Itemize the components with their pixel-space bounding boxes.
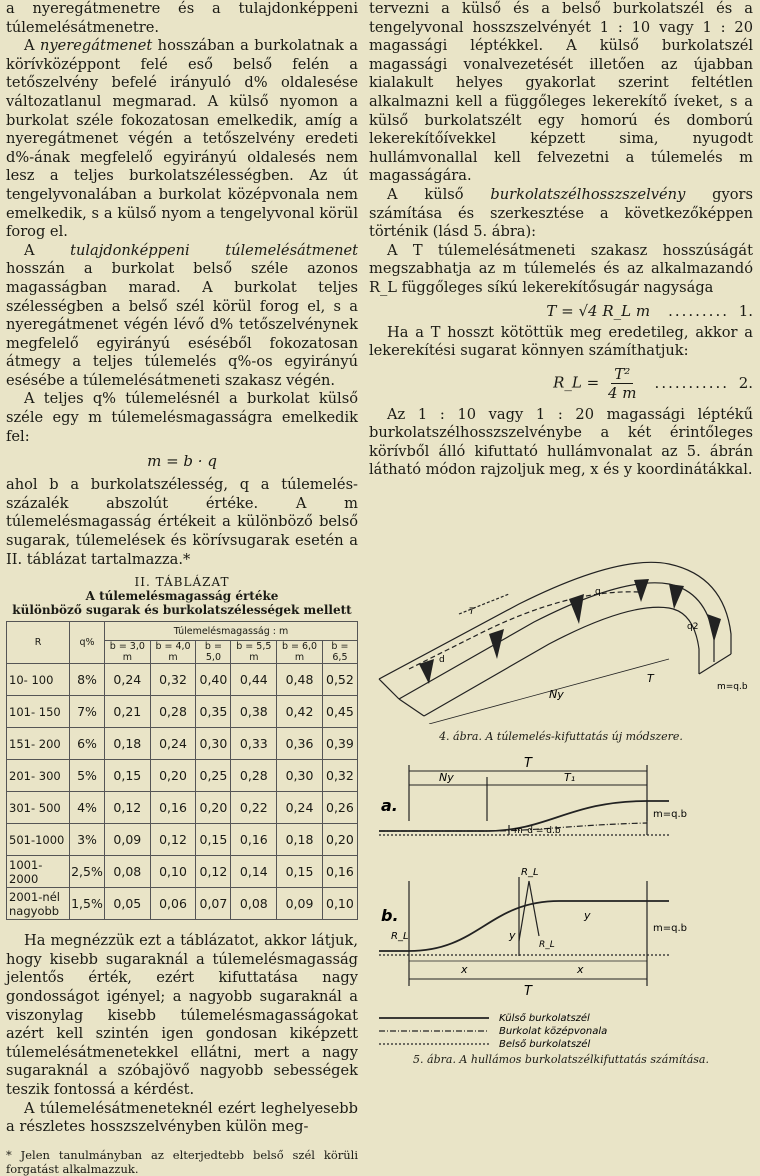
- cell-value: 0,16: [322, 856, 357, 888]
- cell-value: 0,15: [277, 856, 323, 888]
- cell-value: 0,40: [196, 664, 231, 696]
- legend-item-inner: Belső burkolatszél: [499, 1039, 591, 1051]
- fig5-label-ny: Ny: [439, 771, 454, 785]
- cell-radius: 2001-nél nagyobb: [7, 888, 70, 920]
- cell-value: 0,10: [322, 888, 357, 920]
- left-paragraph-1: a nyeregátmenetre és a tulajdonképpeni túlemelésátmenetre.: [6, 0, 358, 36]
- cell-radius: 151- 200: [7, 728, 70, 760]
- cell-value: 0,08: [105, 856, 151, 888]
- cell-value: 0,07: [196, 888, 231, 920]
- right-paragraph-4: Ha a T hosszt kötöttük meg eredetileg, akkor a lekerekítési sugarat könnyen számíthatjuk:: [369, 323, 753, 360]
- table-row: [7, 856, 358, 888]
- figure-4-diagram: [369, 484, 753, 724]
- table-subtitle-1: A túlemelésmagasság értéke: [85, 589, 279, 604]
- cell-value: 0,10: [150, 856, 196, 888]
- legend-item-center: Burkolat középvonala: [499, 1026, 608, 1038]
- legend-item-outer: Külső burkolatszél: [499, 1013, 590, 1025]
- cell-radius: 301- 500: [7, 792, 70, 824]
- cell-value: 0,28: [231, 760, 277, 792]
- cell-value: 0,32: [150, 664, 196, 696]
- cell-value: 0,32: [322, 760, 357, 792]
- cell-percent: 5%: [70, 760, 105, 792]
- table-row: [7, 888, 358, 920]
- fig5-label-x-left: x: [461, 963, 468, 977]
- figure-5-caption: 5. ábra. A hullámos burkolatszélkifuttatás számítása.: [413, 1053, 709, 1067]
- superelevation-table: [6, 621, 358, 920]
- fig5-label-T-top: T: [524, 756, 532, 772]
- fig4-label-q: q: [595, 587, 601, 598]
- cell-value: 0,52: [322, 664, 357, 696]
- fig4-label-t: T: [647, 672, 654, 686]
- formula-1-number: 1.: [738, 301, 753, 320]
- cell-value: 0,30: [196, 728, 231, 760]
- fig5-label-y-right: y: [584, 909, 591, 923]
- cell-value: 0,39: [322, 728, 357, 760]
- table-row: [7, 824, 358, 856]
- figure-5-diagram: [369, 751, 753, 1013]
- table-row: [7, 696, 358, 728]
- formula-2-number: 2.: [738, 374, 753, 393]
- col-header-b-2: b = 5,0: [196, 641, 231, 664]
- left-column: [6, 0, 358, 1176]
- fig5-label-x-right: x: [577, 963, 584, 977]
- cell-value: 0,06: [150, 888, 196, 920]
- formula-1: T = √4 R_L m ......... 1.: [546, 301, 753, 320]
- fig5-label-rl-top: R_L: [521, 867, 539, 879]
- cell-percent: 6%: [70, 728, 105, 760]
- fig5-label-T-bottom: T: [524, 984, 532, 1000]
- left-paragraph-2: A nyeregátmenet hosszában a burkolatnak a körívközéppont felé eső belső felén a tetőszelvény befelé irányuló d% oldalesése változatlanul megmarad. A külső nyomon a burkolat széle fokozatosan emelkedik, amíg a nyeregátmenet végén a tetőszelvény eredeti d%-ának megfelelő egyirányú oldalesés nem lesz a teljes burkolatszélességben. Az út tengelyvonalában a burkolat középvonala nem emelkedik, s a külső nyom a tengelyvonal körül forog el.: [6, 37, 358, 241]
- col-header-b-5: b = 6,5: [322, 641, 357, 664]
- cell-percent: 1,5%: [70, 888, 105, 920]
- cell-radius: 201- 300: [7, 760, 70, 792]
- cell-value: 0,44: [231, 664, 277, 696]
- footnote: * Jelen tanulmányban az elterjedtebb belső szél körüli forgatást alkalmazzuk.: [6, 1147, 358, 1176]
- col-header-r: R: [7, 622, 70, 664]
- fig4-label-ny: Ny: [549, 688, 564, 702]
- fig5-label-t1: T₁: [564, 771, 576, 785]
- formula-1-expr: T = √4 R_L m: [546, 301, 651, 320]
- table-subtitle-2: különböző sugarak és burkolatszélességek mellett: [12, 603, 352, 618]
- formula-2-expr: R_L = $\frac{\text{T²}}{4 m}$: [553, 364, 637, 402]
- col-header-b-0: b = 3,0 m: [105, 641, 151, 664]
- left-paragraph-7: A túlemelésátmeneteknél ezért leghelyesebb a részletes hosszszelvényben külön meg-: [6, 1099, 358, 1136]
- left-paragraph-6: Ha megnézzük ezt a táblázatot, akkor látjuk, hogy kisebb sugaraknál a túlemelésmagasság jelentős érték, ezért kifuttatása nagy gondosságot igényel; a nagyobb sugaraknál a viszonylag kisebb túlemelésmagasságokat azért kell szintén igen gondosan kiképzett túlemelésátmenetekkel ellátni, mert a nagy sugaraknál a szóbajövő nagyobb sebességek teszik fontossá a kérdést.: [6, 932, 358, 1098]
- cell-value: 0,33: [231, 728, 277, 760]
- cell-value: 0,30: [277, 760, 323, 792]
- right-paragraph-1: tervezni a külső és a belső burkolatszél és a tengelyvonal hosszszelvényét 1 : 10 vagy 1 : 20 magassági léptékkel. A külső burkolatszél magassági vonalvezetését illetően az újabban kialakult helyes gyakorlat szerint feltétlen alkalmazni kell a függőleges lekerekítő íveket, s a külső burkolatszélt egy homorú és domború lekerekítőívekkel képzett sima, nyugodt hullámvonallal kell felvezetni a túlemelés m magasságára.: [369, 0, 753, 185]
- cell-value: 0,09: [277, 888, 323, 920]
- fig5-label-rl-left: R_L: [391, 931, 409, 943]
- cell-value: 0,21: [105, 696, 151, 728]
- fig5-label-y-left: y: [509, 929, 516, 943]
- table-body: [7, 664, 358, 920]
- fig4-label-tl: T: [469, 607, 475, 618]
- cell-value: 0,38: [231, 696, 277, 728]
- col-header-q: q%: [70, 622, 105, 664]
- cell-value: 0,20: [150, 760, 196, 792]
- cell-value: 0,26: [322, 792, 357, 824]
- formula-m: m = b · q: [147, 452, 217, 471]
- col-header-b-4: b = 6,0 m: [277, 641, 323, 664]
- formula-2: R_L = $\frac{\text{T²}}{4 m}$ ........... 2.: [553, 364, 753, 402]
- cell-value: 0,05: [105, 888, 151, 920]
- figure-5-legend: [369, 1011, 753, 1051]
- left-paragraph-5: ahol b a burkolatszélesség, q a túlemelés-százalék abszolút értéke. A m túlemelésmagasság értékeit a különböző belső sugarak, túlemelések és körívsugarak esetén a II. táblázat tartalmazza.*: [6, 476, 358, 568]
- cell-percent: 7%: [70, 696, 105, 728]
- cell-value: 0,14: [231, 856, 277, 888]
- cell-value: 0,20: [196, 792, 231, 824]
- cell-radius: 501-1000: [7, 824, 70, 856]
- right-column: [369, 0, 753, 1066]
- figure-4-caption: 4. ábra. A túlemelés-kifuttatás új módszere.: [439, 730, 683, 744]
- cell-value: 0,15: [105, 760, 151, 792]
- right-paragraph-2: A külső burkolatszélhosszszelvény gyors számítása és szerkesztése a következőképpen történik (lásd 5. ábra):: [369, 185, 753, 241]
- cell-value: 0,16: [231, 824, 277, 856]
- left-paragraph-3: A tulajdonképpeni túlemelésátmenet hosszán a burkolat belső széle azonos magasságban marad. A burkolat teljes szélességben a belső szél körül forog el, s a nyeregátmenet végén lévő d% tetőszelvénynek megfelelő egyirányú eséséből fokozatosan átmegy a teljes túlemelés q%-os egyirányú esésébe a túlemelésátmeneti szakasz végén.: [6, 241, 358, 389]
- fig4-label-q2: q2: [687, 622, 699, 633]
- col-group-header: Túlemelésmagasság : m: [105, 622, 358, 641]
- table-row: [7, 728, 358, 760]
- cell-value: 0,48: [277, 664, 323, 696]
- cell-value: 0,24: [105, 664, 151, 696]
- cell-value: 0,24: [150, 728, 196, 760]
- table-title: II. TÁBLÁZAT: [134, 575, 230, 590]
- cell-percent: 2,5%: [70, 856, 105, 888]
- cell-value: 0,09: [105, 824, 151, 856]
- cell-value: 0,15: [196, 824, 231, 856]
- fig4-label-mqb: m=q.b: [717, 682, 748, 693]
- cell-radius: 10- 100: [7, 664, 70, 696]
- cell-value: 0,18: [277, 824, 323, 856]
- table-row: [7, 760, 358, 792]
- fig5-label-mqb-b: m=q.b: [653, 923, 687, 935]
- cell-value: 0,12: [150, 824, 196, 856]
- cell-value: 0,28: [150, 696, 196, 728]
- fig5-label-a: a.: [381, 796, 398, 816]
- table-row: [7, 664, 358, 696]
- cell-percent: 8%: [70, 664, 105, 696]
- cell-value: 0,36: [277, 728, 323, 760]
- legend-lines: [369, 1011, 753, 1051]
- cell-value: 0,18: [105, 728, 151, 760]
- cell-radius: 1001-2000: [7, 856, 70, 888]
- table-row: [7, 792, 358, 824]
- fig4-label-d: d: [439, 655, 445, 666]
- fig5-label-b: b.: [381, 906, 399, 926]
- cell-value: 0,35: [196, 696, 231, 728]
- cell-value: 0,25: [196, 760, 231, 792]
- fig5-label-mdb: m_d = d.b: [514, 826, 561, 837]
- cell-value: 0,16: [150, 792, 196, 824]
- cell-value: 0,12: [196, 856, 231, 888]
- right-paragraph-3: A T túlemelésátmeneti szakasz hosszúságát megszabhatja az m túlemelés és az alkalmazandó R_L függőleges síkú lekerekítősugár nagysága: [369, 241, 753, 296]
- cell-value: 0,42: [277, 696, 323, 728]
- cell-value: 0,08: [231, 888, 277, 920]
- cell-radius: 101- 150: [7, 696, 70, 728]
- cell-percent: 4%: [70, 792, 105, 824]
- right-paragraph-5: Az 1 : 10 vagy 1 : 20 magassági léptékű burkolatszélhosszszelvénybe a két érintőleges körívből álló kifuttató hullámvonalat az 5. ábrán látható módon rajzoljuk meg, x és y koordinátákkal.: [369, 405, 753, 479]
- cell-value: 0,45: [322, 696, 357, 728]
- col-header-b-1: b = 4,0 m: [150, 641, 196, 664]
- cell-percent: 3%: [70, 824, 105, 856]
- fig5-label-rl-mid: R_L: [539, 940, 555, 951]
- col-header-b-3: b = 5,5 m: [231, 641, 277, 664]
- fig5-label-mqb-a: m=q.b: [653, 809, 687, 821]
- cell-value: 0,20: [322, 824, 357, 856]
- cell-value: 0,24: [277, 792, 323, 824]
- cell-value: 0,12: [105, 792, 151, 824]
- left-paragraph-4: A teljes q% túlemelésnél a burkolat külső széle egy m túlemelésmagasságra emelkedik fel:: [6, 390, 358, 445]
- cell-value: 0,22: [231, 792, 277, 824]
